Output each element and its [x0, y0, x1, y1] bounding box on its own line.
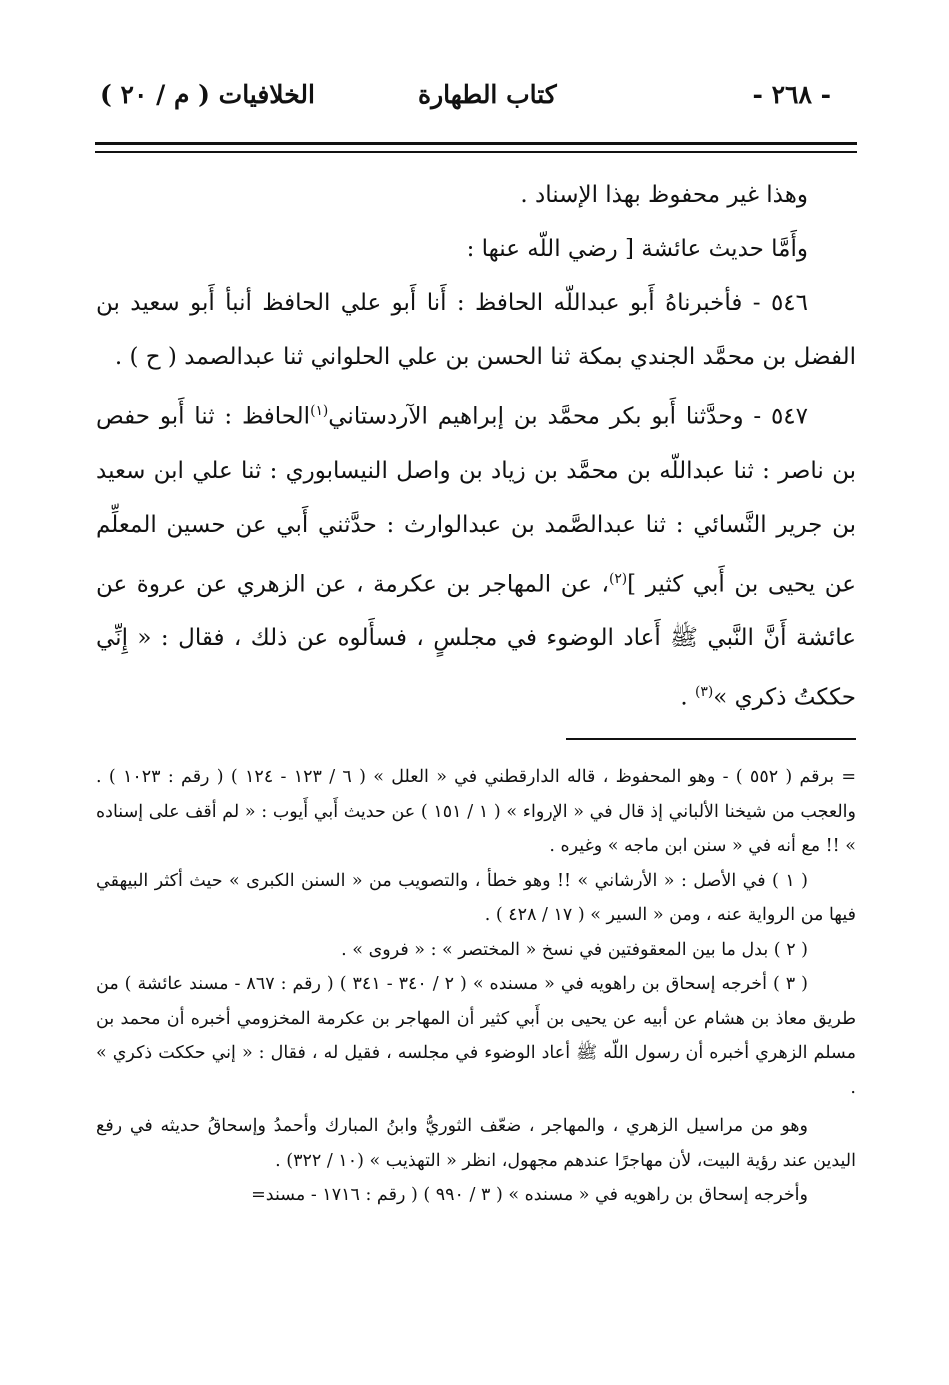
hadith-547 — [96, 384, 856, 725]
footnote-separator — [566, 738, 856, 740]
body-paragraph: وأَمَّا حديث عائشة [ رضي اللّه عنها : — [466, 236, 808, 262]
footnote-ref-2: (٢) — [608, 570, 628, 587]
footnote-ref-3: (٣) — [695, 684, 714, 701]
footnotes — [96, 760, 856, 1213]
footnote-continuation: = برقم ( ٥٥٢ ) - وهو المحفوظ ، قاله الدارقطني في « العلل » ( ٦ / ١٢٣ - ١٢٤ ) ( رقم : ١٠٢٣ ) . والعجب من شيخنا الألباني إذ قال في « الإرواء » ( ١ / ١٥١ ) عن حديث أَبي أَيوب : « لم أقف على إسناده » !! مع أنه في « سنن ابن ماجه » وغيره . — [96, 767, 857, 856]
footnote-1: ( ١ ) في الأصل : « الأرشاني » !! وهو خطأ ، والتصويب من « السنن الكبرى » حيث أكثر البيهقي فيها من الرواية عنه ، ومن « السير » ( ١٧ / ٤٢٨ ) . — [96, 870, 856, 925]
hadith-547-part3: ، عن المهاجر بن عكرمة ، عن الزهري عن عروة عن عائشة أَنَّ النَّبي ﷺ أَعاد الوضوء في مجلسٍ ، فسأَلوه عن ذلك ، فقال : « إِنِّي حككتُ ذكري » — [96, 571, 856, 711]
body-paragraph: وهذا غير محفوظ بهذا الإسناد . — [520, 182, 808, 208]
hadith-547-end: . — [680, 684, 695, 711]
page-number: - ٢٦٨ - — [752, 80, 831, 109]
volume-marker: الخلافيات ( م / ٢٠ ) — [100, 80, 315, 109]
footnote-ref-1: (١) — [310, 403, 329, 419]
header-rule-thick — [95, 142, 857, 145]
main-text — [96, 168, 856, 725]
book-title: كتاب الطهارة — [418, 80, 557, 109]
footnote-3: ( ٣ ) أخرجه إسحاق بن راهويه في « مسنده » ( ٢ / ٣٤٠ - ٣٤١ ) ( رقم : ٨٦٧ - مسند عائشة ) من طريق معاذ بن هشام عن أبيه عن يحيى بن أَبي كثير أن المهاجر بن عكرمة المخزومي أخبره أن محمد بن مسلم الزهري أخبره أن رسول اللّه ﷺ أعاد الوضوء في مجلسه ، فقيل له ، فقال : « إني حككت ذكري » . — [96, 974, 856, 1098]
footnote-3-note: وهو من مراسيل الزهري ، والمهاجر ، ضعّف الثوريُّ وابنُ المبارك وأحمدُ وإسحاقُ حديثه في رفع اليدين عند رؤية البيت، لأن مهاجرًا عندهم مجهول، انظر « التهذيب » (١٠ / ٣٢٢) . — [96, 1116, 856, 1171]
hadith-546: ٥٤٦ - فأخبرناهُ أَبو عبداللّه الحافظ : أَنا أَبو علي الحافظ أنبأ أَبو سعيد بن الفضل بن محمَّد الجندي بمكة ثنا الحسن بن علي الحلواني ثنا عبدالصمد ( ح ) . — [96, 290, 856, 370]
hadith-547-part2: الحافظ : ثنا أَبو حفص بن ناصر : ثنا عبداللّه بن محمَّد بن زياد بن واصل النيسابوري : ثنا علي ابن سعيد بن جرير النَّسائي : ثنا عبدالصَّمد بن عبدالوارث : حدَّثني أَبي عن حسين المعلِّم عن يحيى بن أَبي كثير ] — [96, 403, 856, 598]
header-rule-thin — [95, 151, 857, 153]
hadith-547-part1: ٥٤٧ - وحدَّثنا أَبو بكر محمَّد بن إبراهيم الآردستاني — [328, 403, 808, 430]
footnote-2: ( ٢ ) بدل ما بين المعقوفتين في نسخ « المختصر » : « فروى » . — [341, 939, 808, 960]
footnote-3-note: وأخرجه إسحاق بن راهويه في « مسنده » ( ٣ / ٩٩٠ ) ( رقم : ١٧١٦ - مسند= — [251, 1185, 808, 1205]
